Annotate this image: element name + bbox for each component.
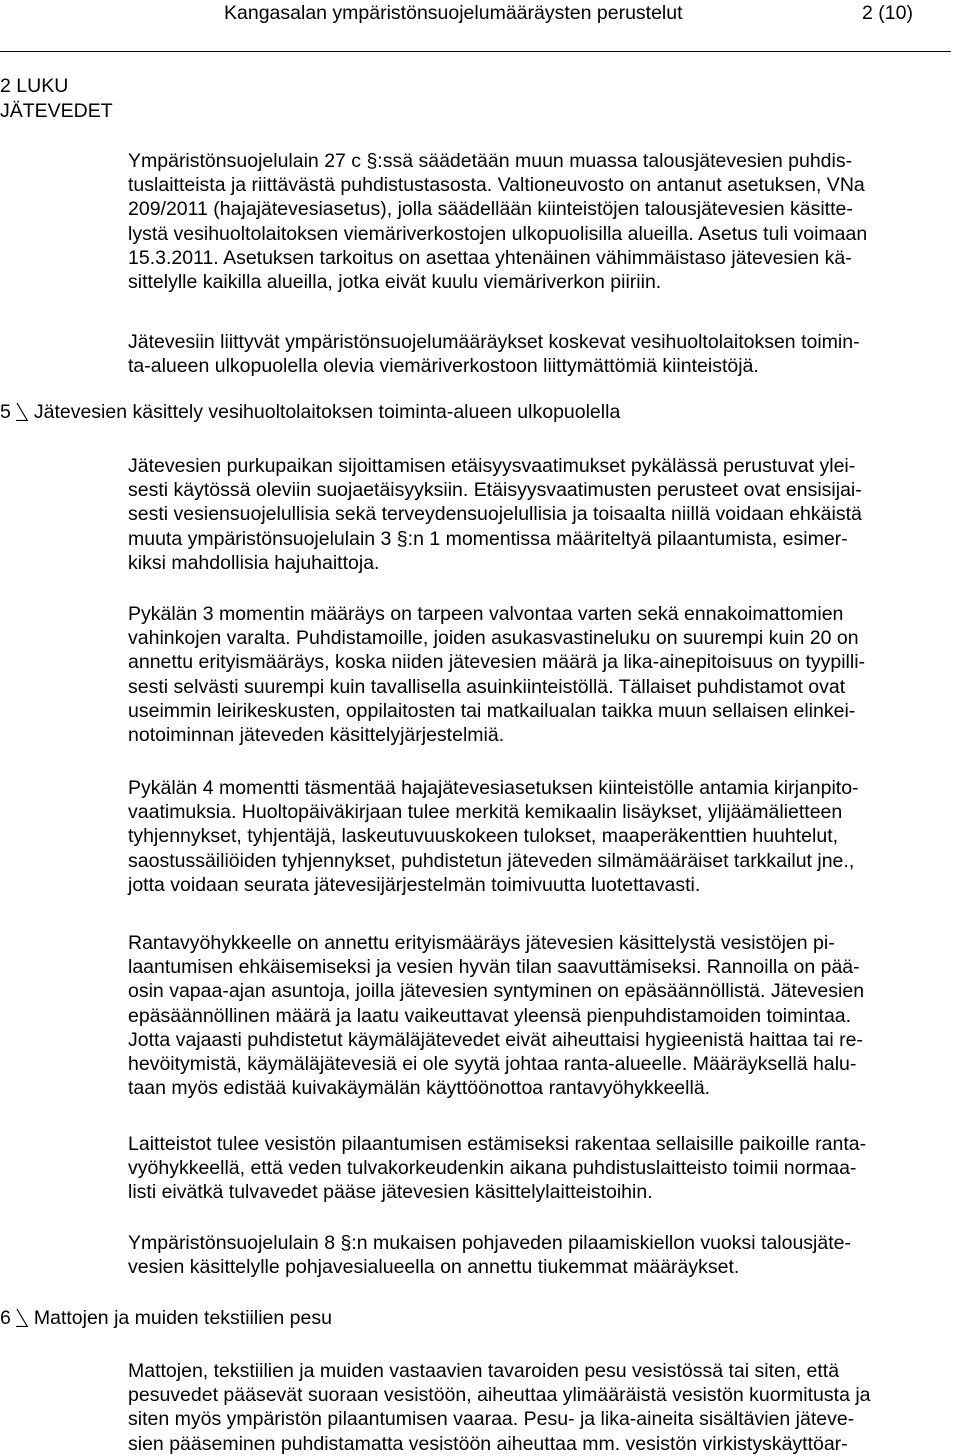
intro-paragraph-2: Jätevesiin liittyvät ympäristönsuojelumääräykset koskevat vesihuoltolaitoksen toimin- ta-alueen ulkopuolella olevia viemäriverkostoon liittymättömiä kiinteistöjä. (128, 331, 860, 378)
intro-paragraph-1: Ympäristönsuojelulain 27 c §:ssä säädetään muun muassa talousjätevesien puhdis- tuslaitteista ja riittävästä puhdistustasosta. Valtioneuvosto on antanut asetuksen, VNa 209/2011 (hajajätevesiasetus), jolla säädellään kiinteistöjen talousjätevesien käsitte- lystä vesihuoltolaitoksen viemäriverkostojen ulkopuolisilla alueilla. Asetus tuli voimaan 15.3.2011. Asetuksen tarkoitus on asettaa yhtenäinen vähimmäistaso jätevesien kä- sittelylle kaikilla alueilla, jotka eivät kuulu viemäriverkon piiriin. (128, 150, 868, 294)
section-6-number: 6 (0, 1307, 11, 1329)
section-5-title: Jätevesien käsittely vesihuoltolaitoksen toiminta-alueen ulkopuolella (33, 401, 621, 423)
section-sign-icon (16, 1308, 28, 1327)
section-6-paragraph-1: Mattojen, tekstiilien ja muiden vastaavien tavaroiden pesu vesistössä tai siten, että pesuvedet pääsevät suoraan vesistöön, aiheuttaa ylimääräistä vesistön kuormitusta ja siten myös ympäristön pilaantumisen vaaraa. Pesu- ja lika-aineita sisältävien jäteve- sien pääseminen puhdistamatta vesistöön aiheuttaa mm. vesistön virkistyskäyttöar- (128, 1360, 871, 1455)
header-rule (0, 51, 951, 52)
section-5-number: 5 (0, 401, 11, 423)
section-5-paragraph-3: Pykälän 4 momentti täsmentää hajajätevesiasetuksen kiinteistölle antamia kirjanpito- vaatimuksia. Huoltopäiväkirjaan tulee merkitä kemikaalin lisäykset, ylijäämälietteen tyhjennykset, tyhjentäjä, laskeutuvuuskokeen tulokset, maaperäkenttien huuhtelut, saostussäiliöiden tyhjennykset, puhdistetun jäteveden silmämääräiset tarkkailut jne., jotta voidaan seurata jätevesijärjestelmän toimivuutta luotettavasti. (128, 777, 859, 896)
section-5-paragraph-4: Rantavyöhykkeelle on annettu erityismääräys jätevesien käsittelystä vesistöjen pi- laantumisen ehkäisemiseksi ja vesien hyvän tilan saavuttämiseksi. Rannoilla on pää- osin vapaa-ajan asuntoja, joilla jätevesien syntyminen on epäsäännöllistä. Jätevesien epäsäännöllinen määrä ja laatu vaikeuttavat yleensä pienpuhdistamoiden toimintaa. Jotta vajaasti puhdistetut käymäläjätevedet eivät aiheuttaisi hygieenistä haittaa tai re- hevöitymistä, käymäläjätevesiä ei ole syytä johtaa ranta-alueelle. Määräyksellä halu- taan myös edistää kuivakäymälän käyttöönottoa rantavyöhykkeellä. (128, 932, 865, 1100)
section-6-title: Mattojen ja muiden tekstiilien pesu (33, 1307, 332, 1329)
section-5-paragraph-5: Laitteistot tulee vesistön pilaantumisen estämiseksi rakentaa sellaisille paikoille ranta- vyöhykkeellä, että veden tulvakorkeudenkin aikana puhdistuslaitteisto toimii normaa- listi eivätkä tulvavedet pääse jätevesien käsittelylaitteistoihin. (128, 1133, 867, 1204)
section-sign-icon (16, 402, 28, 421)
page-number: 2 (10) (862, 2, 913, 24)
document-title: Kangasalan ympäristönsuojelumääräysten perustelut (224, 2, 683, 24)
section-5-paragraph-6: Ympäristönsuojelulain 8 §:n mukaisen pohjaveden pilaamiskiellon vuoksi talousjäte- vesien käsittelylle pohjavesialueella on annettu tiukemmat määräykset. (128, 1232, 851, 1279)
section-5-paragraph-1: Jätevesien purkupaikan sijoittamisen etäisyysvaatimukset pykälässä perustuvat ylei- sesti käytössä oleviin suojaetäisyyksiin. Etäisyysvaatimusten perusteet ovat ensisijai- sesti vesiensuojelullisia sekä terveydensuojelullisia ja toisaalta niillä voidaan ehkäistä muuta ympäristönsuojelulain 3 §:n 1 momentissa määriteltyä pilaantumista, esimer- kiksi mahdollisia hajuhaittoja. (128, 455, 862, 574)
chapter-number: 2 LUKU (0, 75, 69, 97)
section-5-heading (0, 400, 620, 425)
page-header (0, 0, 960, 52)
section-6-heading (0, 1306, 332, 1331)
chapter-title: JÄTEVEDET (0, 100, 113, 122)
section-5-paragraph-2: Pykälän 3 momentin määräys on tarpeen valvontaa varten sekä ennakoimattomien vahinkojen varalta. Puhdistamoille, joiden asukasvastineluku on suurempi kuin 20 on annettu erityismääräys, koska niiden jätevesien määrä ja lika-ainepitoisuus on tyypilli- sesti selvästi suurempi kuin tavallisella asuinkiinteistöllä. Tällaiset puhdistamot ovat useimmin leirikeskusten, oppilaitosten tai matkailualan taikka muun sellaisen elinkei- notoiminnan jäteveden käsittelyjärjestelmiä. (128, 603, 866, 747)
chapter-heading (0, 74, 113, 124)
